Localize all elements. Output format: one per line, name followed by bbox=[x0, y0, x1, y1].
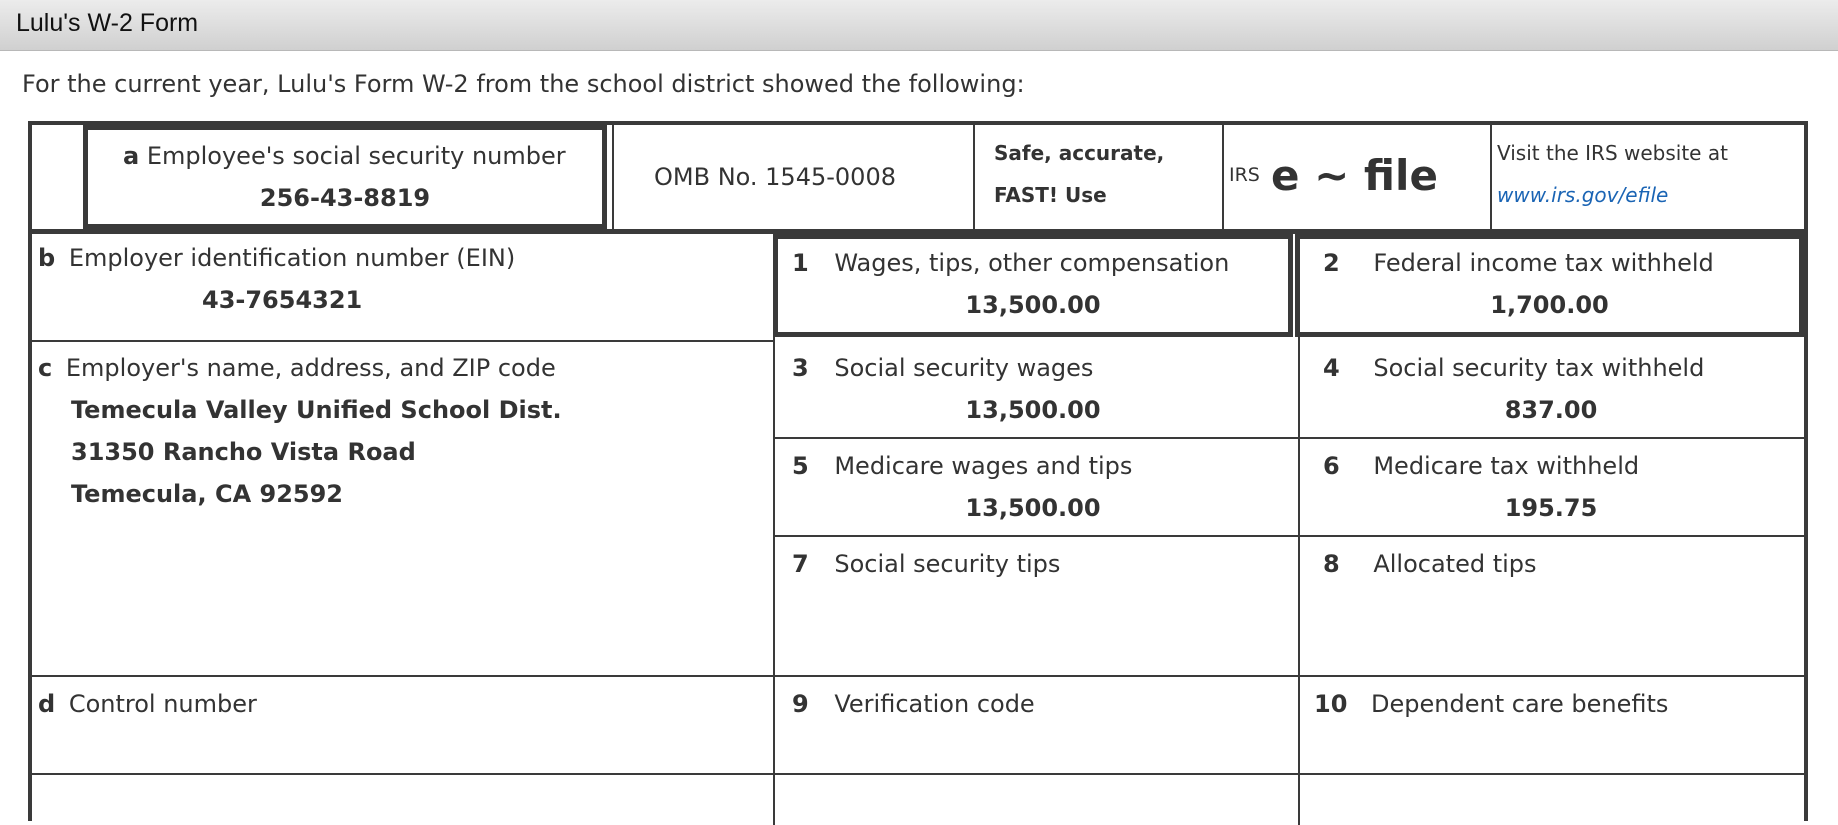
box-d-letter: d bbox=[38, 690, 56, 718]
box-10-label: Dependent care benefits bbox=[1371, 690, 1669, 718]
box-d bbox=[38, 690, 257, 718]
box-8-label: Allocated tips bbox=[1373, 550, 1537, 578]
box-b bbox=[38, 244, 515, 272]
window-titlebar bbox=[0, 0, 1838, 51]
box-3-label: Social security wages bbox=[834, 354, 1094, 382]
box-4-number: 4 bbox=[1323, 354, 1340, 382]
grid-line-bottom bbox=[32, 773, 1804, 775]
box-2-value: 1,700.00 bbox=[1490, 291, 1609, 319]
box-b-letter: b bbox=[38, 244, 56, 272]
box-b-value: 43-7654321 bbox=[202, 286, 363, 314]
box-a-label: Employee's social security number bbox=[146, 142, 566, 170]
box-5-label: Medicare wages and tips bbox=[834, 452, 1133, 480]
box-a-value: 256-43-8819 bbox=[259, 184, 431, 212]
box-6-number: 6 bbox=[1323, 452, 1340, 480]
box-3-value: 13,500.00 bbox=[965, 396, 1101, 424]
box-8-number: 8 bbox=[1323, 550, 1340, 578]
box-a bbox=[83, 125, 607, 229]
box-7 bbox=[792, 550, 1060, 578]
box-9-number: 9 bbox=[792, 690, 809, 718]
box-2-label: Federal income tax withheld bbox=[1373, 249, 1714, 277]
box-1 bbox=[792, 249, 1229, 277]
header-sep-4 bbox=[1490, 125, 1492, 229]
grid-line-5-7 bbox=[773, 535, 1804, 537]
box-9 bbox=[792, 690, 1035, 718]
box-b-label: Employer identification number (EIN) bbox=[68, 244, 516, 272]
irs-efile-link[interactable]: www.irs.gov/efile bbox=[1497, 183, 1669, 207]
safe-accurate-line1: Safe, accurate, bbox=[994, 141, 1165, 165]
box-10-number: 10 bbox=[1314, 690, 1348, 718]
w2-form bbox=[28, 121, 1808, 821]
visit-irs-text: Visit the IRS website at bbox=[1497, 141, 1728, 165]
box-4-value: 837.00 bbox=[1504, 396, 1598, 424]
box-4-label: Social security tax withheld bbox=[1373, 354, 1705, 382]
box-1-number: 1 bbox=[792, 249, 809, 277]
header-sep-1 bbox=[612, 125, 614, 229]
employer-street: 31350 Rancho Vista Road bbox=[71, 438, 416, 466]
box-5-value: 13,500.00 bbox=[965, 494, 1101, 522]
box-3 bbox=[792, 354, 1093, 382]
box-5-number: 5 bbox=[792, 452, 809, 480]
box-1-value: 13,500.00 bbox=[965, 291, 1101, 319]
grid-line-c-d bbox=[32, 675, 1804, 677]
irs-small-label: IRS bbox=[1229, 164, 1260, 186]
omb-number: OMB No. 1545-0008 bbox=[654, 163, 896, 191]
box-c bbox=[38, 354, 556, 382]
box-2 bbox=[1323, 249, 1714, 277]
header-sep-3 bbox=[1222, 125, 1224, 229]
box-c-label: Employer's name, address, and ZIP code bbox=[65, 354, 556, 382]
box-4 bbox=[1323, 354, 1704, 382]
intro-text: For the current year, Lulu's Form W-2 from the school district showed the following: bbox=[22, 70, 1025, 98]
box-6 bbox=[1323, 452, 1639, 480]
box-3-number: 3 bbox=[792, 354, 809, 382]
box-5 bbox=[792, 452, 1132, 480]
grid-line-3-5 bbox=[773, 437, 1804, 439]
employer-name: Temecula Valley Unified School Dist. bbox=[71, 396, 562, 424]
efile-logo: e ~ file bbox=[1271, 151, 1438, 200]
window-title: Lulu's W-2 Form bbox=[16, 9, 199, 37]
box-c-letter: c bbox=[38, 354, 53, 382]
box-7-number: 7 bbox=[792, 550, 809, 578]
grid-line-b-c bbox=[32, 340, 773, 342]
safe-accurate-line2: FAST! Use bbox=[994, 183, 1107, 207]
box-6-value: 195.75 bbox=[1504, 494, 1598, 522]
box-2-number: 2 bbox=[1323, 249, 1340, 277]
box-6-label: Medicare tax withheld bbox=[1373, 452, 1640, 480]
box-8 bbox=[1323, 550, 1537, 578]
box-7-label: Social security tips bbox=[834, 550, 1061, 578]
box-1-label: Wages, tips, other compensation bbox=[834, 249, 1230, 277]
box-d-label: Control number bbox=[68, 690, 257, 718]
box-a-letter: a bbox=[123, 142, 140, 170]
header-sep-2 bbox=[973, 125, 975, 229]
employer-city-zip: Temecula, CA 92592 bbox=[71, 480, 343, 508]
box-9-label: Verification code bbox=[834, 690, 1035, 718]
box-10 bbox=[1314, 690, 1668, 718]
